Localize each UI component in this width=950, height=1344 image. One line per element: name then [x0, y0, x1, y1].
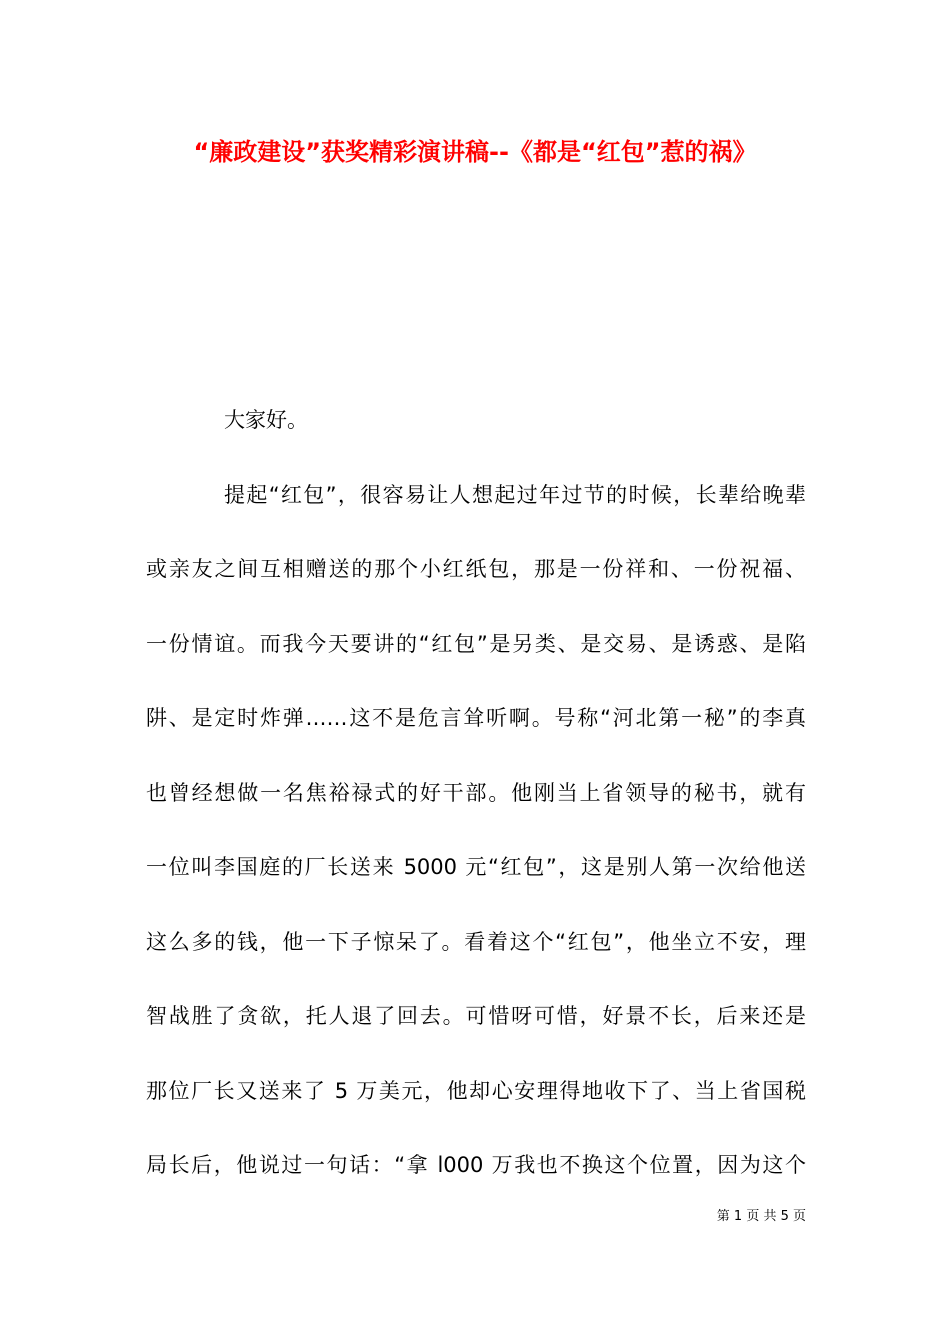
- paragraph-line: 提起“红包”，很容易让人想起过年过节的时候，长辈给晚辈: [224, 482, 806, 507]
- paragraph-line: 局长后，他说过一句话：“拿 l000 万我也不换这个位置，因为这个: [146, 1153, 806, 1177]
- paragraph-line: 或亲友之间互相赠送的那个小红纸包，那是一份祥和、一份祝福、: [146, 557, 806, 581]
- paragraph-line: 智战胜了贪欲，托人退了回去。可惜呀可惜，好景不长，后来还是: [146, 1004, 806, 1028]
- paragraph-line: 这么多的钱，他一下子惊呆了。看着这个“红包”，他坐立不安，理: [146, 929, 806, 954]
- paragraph-line: 一位叫李国庭的厂长送来 5000 元“红包”，这是别人第一次给他送: [146, 855, 806, 879]
- page-number-footer: 第 1 页 共 5 页: [716, 1209, 806, 1224]
- paragraph-line: 也曾经想做一名焦裕禄式的好干部。他刚当上省领导的秘书，就有: [146, 780, 806, 805]
- paragraph-line: 那位厂长又送来了 5 万美元，他却心安理得地收下了、当上省国税: [146, 1078, 806, 1103]
- paragraph-greeting: 大家好。: [224, 408, 308, 432]
- document-title: “廉政建设”获奖精彩演讲稿--《都是“红包”惹的祸》: [193, 138, 757, 166]
- paragraph-line: 阱、是定时炸弹……这不是危言耸听啊。号称“河北第一秘”的李真: [146, 706, 806, 730]
- document-body: [146, 398, 806, 1218]
- paragraph-line: 一份情谊。而我今天要讲的“红包”是另类、是交易、是诱惑、是陷: [146, 631, 806, 656]
